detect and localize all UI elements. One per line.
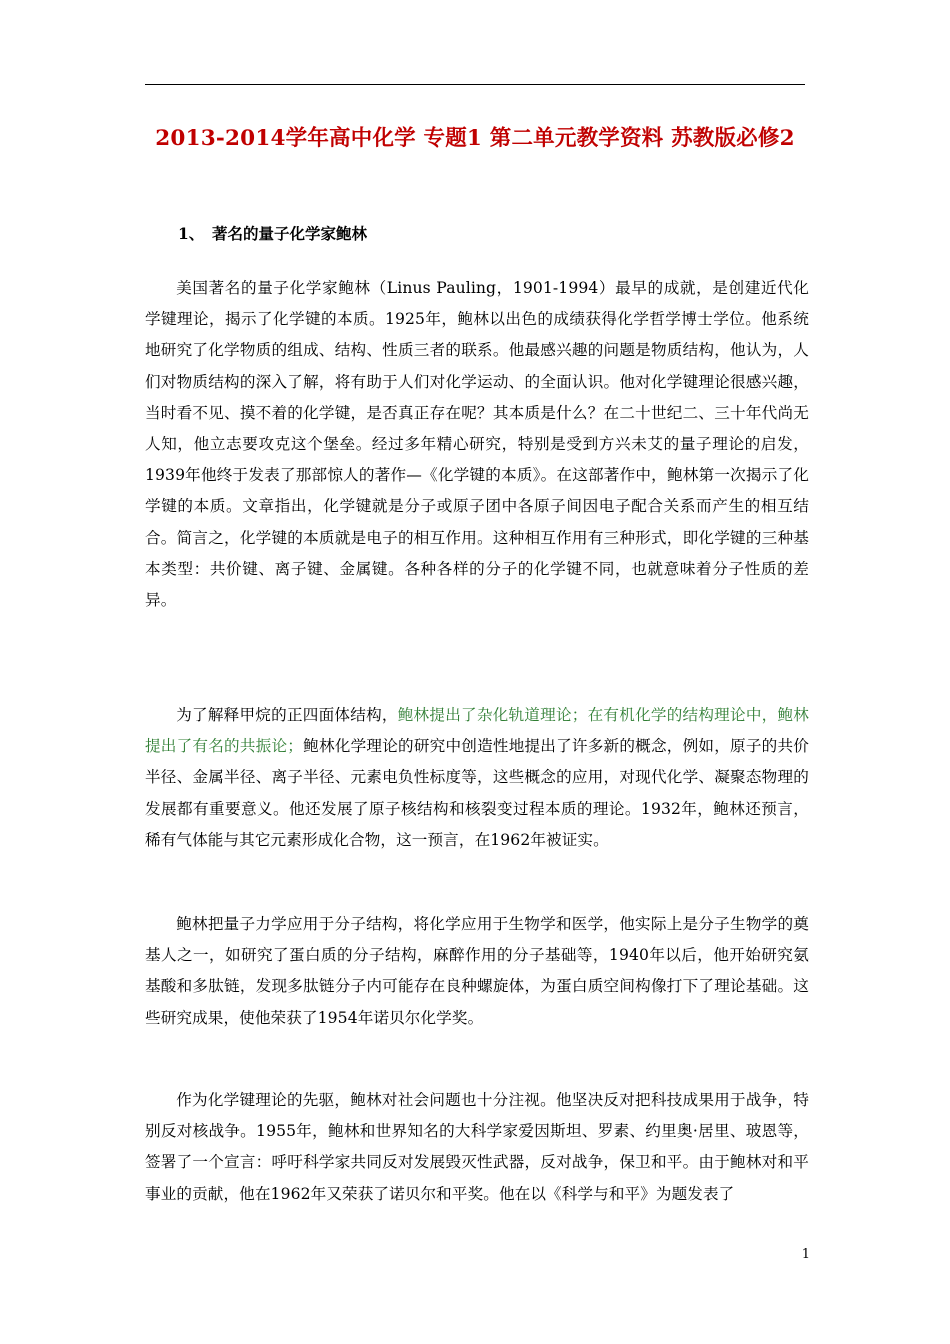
header-rule — [145, 84, 805, 85]
document-title: 2013-2014学年高中化学 专题1 第二单元教学资料 苏教版必修2 — [155, 126, 795, 151]
paragraph-1: 美国著名的量子化学家鲍林（Linus Pauling，1901-1994）最早的成就，是创建近代化学键理论，揭示了化学键的本质。1925年，鲍林以出色的成绩获得化学哲学博士学位。他系统地研究了化学物质的组成、结构、性质三者的联系。他最感兴趣的问题是物质结构，他认为，人们对物质结构的深入了解，将有助于人们对化学运动、的全面认识。他对化学键理论很感兴趣，当时看不见、摸不着的化学键，是否真正存在呢？其本质是什么？在二十世纪二、三十年代尚无人知，他立志要攻克这个堡垒。经过多年精心研究，特别是受到方兴未艾的量子理论的启发，1939年他终于发表了那部惊人的著作—《化学键的本质》。在这部著作中，鲍林第一次揭示了化学键的本质。文章指出，化学键就是分子或原子团中各原子间因电子配合关系而产生的相互结合。简言之，化学键的本质就是电子的相互作用。这种相互作用有三种形式，即化学键的三种基本类型：共价键、离子键、金属键。各种各样的分子的化学键不同，也就意味着分子性质的差异。 — [145, 279, 809, 610]
paragraph-2-highlight: 鲍林提出了杂化轨道理论；在有机化学的结构理论中，鲍林提出了有名的共振论； — [145, 706, 809, 756]
section-title: 著名的量子化学家鲍林 — [212, 224, 368, 243]
paragraph-2-start: 为了解释甲烷的正四面体结构， — [176, 706, 398, 724]
paragraph-3: 鲍林把量子力学应用于分子结构，将化学应用于生物学和医学，他实际上是分子生物学的奠基人之一，如研究了蛋白质的分子结构，麻醉作用的分子基础等，1940年以后，他开始研究氨基酸和多肽链，发现多肽链分子内可能存在良种螺旋体，为蛋白质空间构像打下了理论基础。这些研究成果，使他荣获了1954年诺贝尔化学奖。 — [145, 915, 809, 1027]
paragraph-2-rest: 鲍林化学理论的研究中创造性地提出了许多新的概念，例如，原子的共价半径、金属半径、离子半径、元素电负性标度等，这些概念的应用，对现代化学、凝聚态物理的发展都有重要意义。他还发展了原子核结构和核裂变过程本质的理论。1932年，鲍林还预言，稀有气体能与其它元素形成化合物，这一预言，在1962年被证实。 — [145, 737, 809, 849]
section-number: 1、 — [178, 224, 205, 243]
paragraph-4: 作为化学键理论的先驱，鲍林对社会问题也十分注视。他坚决反对把科技成果用于战争，特别反对核战争。1955年，鲍林和世界知名的大科学家爱因斯坦、罗素、约里奥·居里、玻恩等，签署了一个宣言：呼吁科学家共同反对发展毁灭性武器，反对战争，保卫和平。由于鲍林对和平事业的贡献，他在1962年又荣获了诺贝尔和平奖。他在以《科学与和平》为题发表了 — [145, 1091, 809, 1203]
paragraph-2 — [145, 700, 809, 856]
section-heading — [178, 222, 367, 246]
page-number: 1 — [801, 1247, 810, 1262]
